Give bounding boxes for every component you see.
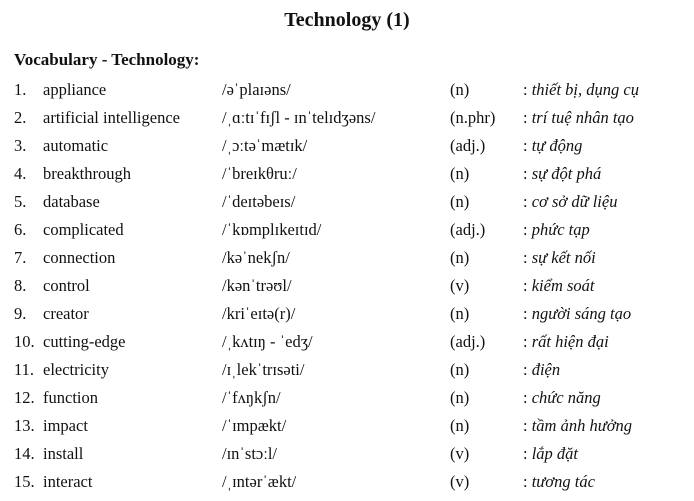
item-part-of-speech: (n): [450, 192, 470, 211]
item-pronunciation: /əˈplaɪəns/: [222, 80, 291, 99]
meaning-colon: :: [523, 416, 532, 435]
vocab-row: [0, 244, 694, 272]
item-meaning: [523, 328, 609, 356]
meaning-colon: :: [523, 220, 532, 239]
item-word: cutting-edge: [43, 332, 126, 351]
item-part-of-speech: (n): [450, 416, 470, 435]
meaning-text: lắp đặt: [531, 444, 579, 463]
meaning-colon: :: [523, 444, 532, 463]
vocab-row: [0, 384, 694, 412]
meaning-text: tự động: [531, 136, 583, 155]
item-pronunciation: /ɪˌlekˈtrɪsəti/: [222, 360, 305, 379]
item-word: complicated: [43, 220, 124, 239]
item-meaning: [523, 132, 582, 160]
item-number: 12.: [14, 388, 35, 407]
item-number: 13.: [14, 416, 35, 435]
meaning-text: kiểm soát: [531, 276, 595, 295]
item-number: 1.: [14, 80, 27, 99]
item-number: 4.: [14, 164, 27, 183]
item-word: automatic: [43, 136, 109, 155]
meaning-text: điện: [531, 360, 561, 379]
vocab-row: [0, 328, 694, 356]
meaning-colon: :: [523, 332, 532, 351]
meaning-text: tầm ảnh hưởng: [531, 416, 633, 435]
vocab-row: [0, 188, 694, 216]
item-meaning: [523, 440, 578, 468]
item-word: function: [43, 388, 98, 407]
item-meaning: [523, 384, 601, 412]
item-meaning: [523, 160, 601, 188]
item-part-of-speech: (n): [450, 360, 470, 379]
item-pronunciation: /ˈdeɪtəbeɪs/: [222, 192, 296, 211]
item-number: 14.: [14, 444, 35, 463]
meaning-colon: :: [523, 304, 532, 323]
item-pronunciation: /ˈkɒmplɪkeɪtɪd/: [222, 220, 322, 239]
item-number: 11.: [14, 360, 35, 379]
item-part-of-speech: (n): [450, 388, 470, 407]
meaning-text: sự kết nối: [531, 248, 596, 267]
meaning-colon: :: [523, 80, 532, 99]
meaning-text: tương tác: [531, 472, 595, 491]
meaning-colon: :: [523, 136, 532, 155]
item-word: electricity: [43, 360, 109, 379]
item-pronunciation: /kriˈeɪtə(r)/: [222, 304, 296, 323]
item-pronunciation: /ˌɔːtəˈmætɪk/: [222, 136, 308, 155]
item-meaning: [523, 104, 634, 132]
vocab-row: [0, 412, 694, 440]
item-part-of-speech: (n): [450, 304, 470, 323]
item-word: impact: [43, 416, 88, 435]
vocab-row: [0, 300, 694, 328]
vocab-row: [0, 132, 694, 160]
item-word: interact: [43, 472, 93, 491]
meaning-text: cơ sở dữ liệu: [531, 192, 618, 211]
item-pronunciation: /ˈfʌŋkʃn/: [222, 388, 281, 407]
meaning-text: sự đột phá: [531, 164, 602, 183]
item-word: creator: [43, 304, 89, 323]
meaning-text: chức năng: [531, 388, 601, 407]
meaning-text: trí tuệ nhân tạo: [531, 108, 634, 127]
item-meaning: [523, 356, 560, 384]
meaning-text: rất hiện đại: [531, 332, 609, 351]
item-number: 10.: [14, 332, 35, 351]
item-pronunciation: /ˌkʌtɪŋ - ˈedʒ/: [222, 332, 313, 351]
item-part-of-speech: (adj.): [450, 220, 486, 239]
meaning-colon: :: [523, 192, 532, 211]
item-part-of-speech: (n): [450, 164, 470, 183]
item-meaning: [523, 244, 596, 272]
item-part-of-speech: (n.phr): [450, 108, 496, 127]
vocab-row: [0, 216, 694, 244]
item-number: 2.: [14, 108, 27, 127]
vocab-row: [0, 160, 694, 188]
item-meaning: [523, 188, 617, 216]
item-meaning: [523, 216, 590, 244]
meaning-colon: :: [523, 388, 532, 407]
item-number: 6.: [14, 220, 27, 239]
meaning-text: thiết bị, dụng cụ: [531, 80, 639, 99]
item-number: 8.: [14, 276, 27, 295]
vocab-row: [0, 440, 694, 468]
item-pronunciation: /ˌɪntərˈækt/: [222, 472, 297, 491]
section-heading: Vocabulary - Technology:: [14, 50, 200, 69]
item-pronunciation: /kəˈnekʃn/: [222, 248, 290, 267]
vocab-row: [0, 76, 694, 104]
page-title: Technology (1): [284, 9, 410, 31]
item-word: breakthrough: [43, 164, 131, 183]
item-meaning: [523, 76, 639, 104]
item-pronunciation: /ˈbreɪkθruː/: [222, 164, 297, 183]
meaning-colon: :: [523, 472, 532, 491]
item-part-of-speech: (v): [450, 472, 470, 491]
vocab-row: [0, 272, 694, 300]
item-meaning: [523, 272, 595, 300]
item-word: artificial intelligence: [43, 108, 180, 127]
item-number: 9.: [14, 304, 27, 323]
item-pronunciation: /ˈɪmpækt/: [222, 416, 287, 435]
meaning-colon: :: [523, 108, 532, 127]
item-meaning: [523, 468, 595, 496]
item-part-of-speech: (adj.): [450, 136, 486, 155]
item-word: connection: [43, 248, 116, 267]
meaning-colon: :: [523, 164, 532, 183]
item-number: 3.: [14, 136, 27, 155]
meaning-text: người sáng tạo: [531, 304, 632, 323]
meaning-colon: :: [523, 276, 532, 295]
vocab-row: [0, 104, 694, 132]
item-part-of-speech: (v): [450, 276, 470, 295]
meaning-text: phức tạp: [531, 220, 590, 239]
item-meaning: [523, 412, 632, 440]
item-pronunciation: /kənˈtrəʊl/: [222, 276, 292, 295]
meaning-colon: :: [523, 248, 532, 267]
item-word: appliance: [43, 80, 107, 99]
vocab-row: [0, 468, 694, 496]
item-part-of-speech: (adj.): [450, 332, 486, 351]
item-meaning: [523, 300, 631, 328]
item-number: 5.: [14, 192, 27, 211]
item-word: install: [43, 444, 84, 463]
item-part-of-speech: (n): [450, 248, 470, 267]
item-part-of-speech: (v): [450, 444, 470, 463]
item-word: database: [43, 192, 100, 211]
meaning-colon: :: [523, 360, 532, 379]
item-number: 15.: [14, 472, 35, 491]
vocab-row: [0, 356, 694, 384]
item-pronunciation: /ˌɑːtɪˈfɪʃl - ɪnˈtelɪdʒəns/: [222, 108, 376, 127]
item-number: 7.: [14, 248, 27, 267]
item-pronunciation: /ɪnˈstɔːl/: [222, 444, 277, 463]
item-part-of-speech: (n): [450, 80, 470, 99]
vocabulary-list: [0, 76, 694, 496]
item-word: control: [43, 276, 90, 295]
